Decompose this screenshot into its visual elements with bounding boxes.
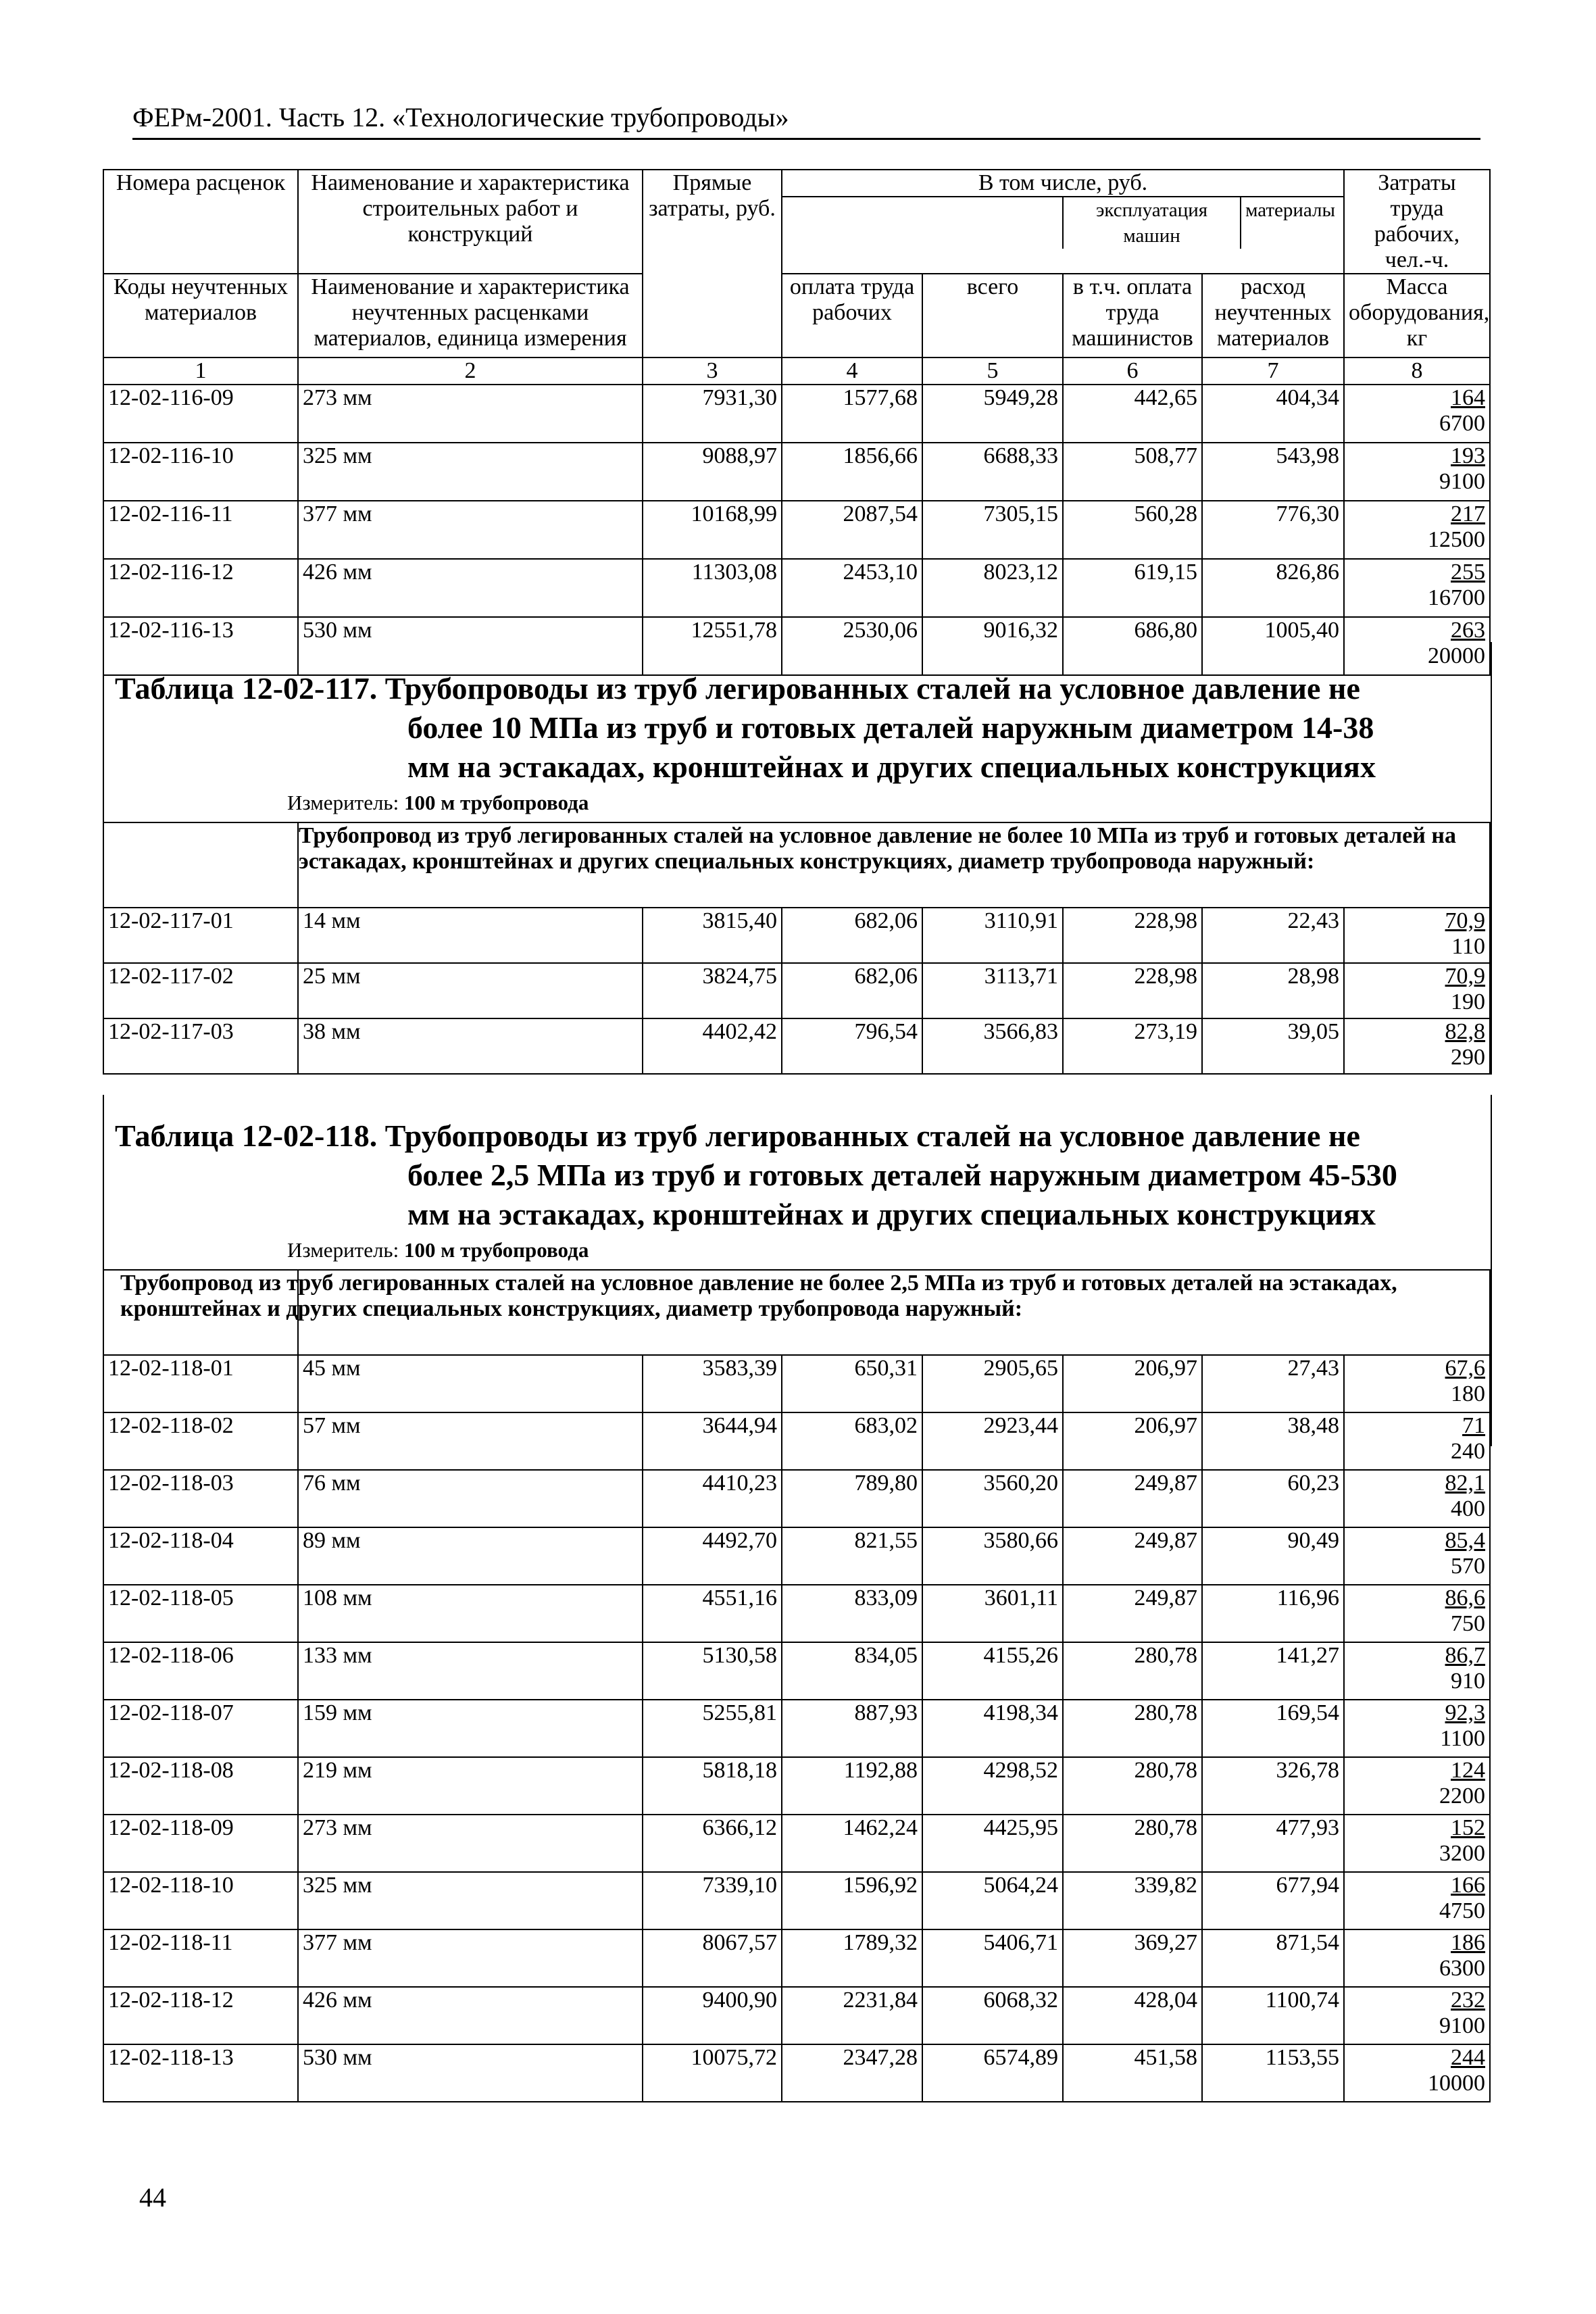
mass-value: 6700 (1439, 411, 1486, 436)
rate-code-cell: 12-02-117-02 (103, 963, 298, 1018)
work-name-cell: 89 мм (298, 1527, 643, 1585)
rate-code-cell: 12-02-118-10 (103, 1872, 298, 1929)
wages-cell: 2347,28 (782, 2044, 922, 2102)
rate-code-cell: 12-02-116-12 (103, 559, 298, 617)
machines-cell: 8023,12 (922, 559, 1063, 617)
machinist-wages-cell: 508,77 (1063, 443, 1202, 501)
table-row (103, 1987, 1490, 2044)
materials-cell: 169,54 (1202, 1700, 1344, 1757)
rate-code-cell: 12-02-118-02 (103, 1412, 298, 1470)
table-row (103, 1815, 1490, 1872)
machines-cell: 2923,44 (922, 1412, 1063, 1470)
mass-value: 10000 (1428, 2071, 1486, 2096)
table-row (103, 443, 1490, 501)
mass-value: 20000 (1428, 643, 1486, 668)
col-machinist-wages-header: в т.ч. оплата труда машинистов (1063, 274, 1202, 358)
materials-cell: 543,98 (1202, 443, 1344, 501)
direct-costs-cell: 9088,97 (643, 443, 782, 501)
direct-costs-cell: 7931,30 (643, 385, 782, 443)
labor-mass-cell (1344, 1585, 1490, 1642)
table-row (103, 1355, 1490, 1412)
table-row (103, 385, 1490, 443)
table-row (103, 1412, 1490, 1470)
machines-cell: 3580,66 (922, 1527, 1063, 1585)
direct-costs-cell: 3815,40 (643, 908, 782, 963)
labor-mass-cell (1344, 1470, 1490, 1527)
col-number: 6 (1063, 358, 1202, 385)
labor-mass-cell (1344, 1929, 1490, 1987)
mass-value: 9100 (1439, 2013, 1486, 2038)
work-name-cell: 377 мм (298, 501, 643, 559)
machines-cell: 3560,20 (922, 1470, 1063, 1527)
machines-cell: 6574,89 (922, 2044, 1063, 2102)
unit-label: Измеритель: (287, 791, 399, 814)
materials-cell: 826,86 (1202, 559, 1344, 617)
mass-value: 110 (1451, 934, 1486, 959)
table-row (103, 1470, 1490, 1527)
labor-value: 70,9 (1445, 908, 1486, 933)
labor-mass-cell (1344, 1872, 1490, 1929)
labor-value: 166 (1451, 1873, 1486, 1898)
unit-value: 100 м трубопровода (403, 1238, 589, 1262)
machinist-wages-cell: 369,27 (1063, 1929, 1202, 1987)
table-117-title-line3: мм на эстакадах, кронштейнах и других специальных конструкциях (407, 749, 1376, 784)
rate-code-cell: 12-02-118-05 (103, 1585, 298, 1642)
labor-value: 164 (1451, 385, 1486, 410)
work-name-cell: 377 мм (298, 1929, 643, 1987)
labor-mass-cell (1344, 1412, 1490, 1470)
col-number: 2 (298, 358, 643, 385)
mass-value: 910 (1451, 1669, 1486, 1694)
work-name-cell: 530 мм (298, 617, 643, 675)
rate-code-cell: 12-02-118-12 (103, 1987, 298, 2044)
labor-mass-cell (1344, 963, 1490, 1018)
table-row (103, 1642, 1490, 1700)
mass-value: 4750 (1439, 1898, 1486, 1923)
labor-value: 67,6 (1445, 1356, 1486, 1381)
labor-value: 244 (1451, 2045, 1486, 2070)
materials-cell: 27,43 (1202, 1355, 1344, 1412)
wages-cell: 1596,92 (782, 1872, 922, 1929)
materials-cell: 141,27 (1202, 1642, 1344, 1700)
table-117-unit (287, 791, 589, 815)
col-number: 7 (1202, 358, 1344, 385)
labor-mass-cell (1344, 501, 1490, 559)
labor-value: 86,7 (1445, 1643, 1486, 1668)
materials-cell: 776,30 (1202, 501, 1344, 559)
direct-costs-cell: 6366,12 (643, 1815, 782, 1872)
machines-cell: 3566,83 (922, 1018, 1063, 1074)
table-row (103, 1700, 1490, 1757)
col-work-name-header: Наименование и характеристика строительных работ и конструкций (298, 170, 643, 274)
table-118-group-heading (120, 1270, 1490, 1355)
table-row (103, 908, 1490, 963)
rates-table-116 (103, 169, 1491, 676)
materials-cell: 38,48 (1202, 1412, 1344, 1470)
direct-costs-cell: 3644,94 (643, 1412, 782, 1470)
direct-costs-cell: 3583,39 (643, 1355, 782, 1412)
wages-cell: 650,31 (782, 1355, 922, 1412)
work-name-cell: 45 мм (298, 1355, 643, 1412)
machines-cell: 5064,24 (922, 1872, 1063, 1929)
labor-value: 186 (1451, 1930, 1486, 1955)
table-118-unit (287, 1238, 589, 1262)
work-name-cell: 108 мм (298, 1585, 643, 1642)
machines-header: эксплуатация машин (1063, 197, 1241, 249)
machinist-wages-cell: 280,78 (1063, 1757, 1202, 1815)
table-row (103, 501, 1490, 559)
rates-table-118 (103, 1269, 1491, 2102)
work-name-cell: 530 мм (298, 2044, 643, 2102)
machinist-wages-cell: 280,78 (1063, 1642, 1202, 1700)
labor-mass-cell (1344, 1700, 1490, 1757)
work-name-cell: 159 мм (298, 1700, 643, 1757)
labor-value: 85,4 (1445, 1528, 1486, 1553)
labor-mass-cell (1344, 1355, 1490, 1412)
materials-cell: 1153,55 (1202, 2044, 1344, 2102)
work-name-cell: 219 мм (298, 1757, 643, 1815)
materials-cell: 326,78 (1202, 1757, 1344, 1815)
wages-cell: 682,06 (782, 963, 922, 1018)
col-labor-header: Затраты труда рабочих, чел.-ч. (1344, 170, 1490, 274)
machines-cell: 3113,71 (922, 963, 1063, 1018)
including-sub (787, 197, 1339, 249)
col-number: 4 (782, 358, 922, 385)
materials-cell: 1005,40 (1202, 617, 1344, 675)
group-heading-text: Трубопровод из труб легированных сталей на условное давление не более 10 МПа из труб и готовых деталей на эстакадах, кронштейнах и других специальных конструкциях, диаметр трубопровода наружный: (299, 823, 1456, 874)
work-name-cell: 273 мм (298, 1815, 643, 1872)
labor-value: 71 (1462, 1413, 1486, 1438)
col-number: 5 (922, 358, 1063, 385)
col-wages-header: оплата труда рабочих (782, 274, 922, 358)
direct-costs-cell: 5255,81 (643, 1700, 782, 1757)
labor-value: 82,1 (1445, 1471, 1486, 1496)
page-number: 44 (139, 2182, 166, 2213)
rate-code-cell: 12-02-118-09 (103, 1815, 298, 1872)
table-row (103, 1018, 1490, 1074)
col-number: 3 (643, 358, 782, 385)
labor-mass-cell (1344, 385, 1490, 443)
table-row (103, 1585, 1490, 1642)
labor-value: 217 (1451, 501, 1486, 526)
wages-cell: 2087,54 (782, 501, 922, 559)
machinist-wages-cell: 442,65 (1063, 385, 1202, 443)
wages-cell: 887,93 (782, 1700, 922, 1757)
wages-cell: 2453,10 (782, 559, 922, 617)
machinist-wages-cell: 206,97 (1063, 1355, 1202, 1412)
machinist-wages-cell: 428,04 (1063, 1987, 1202, 2044)
machines-cell: 4198,34 (922, 1700, 1063, 1757)
materials-header: материалы (1245, 199, 1336, 221)
unit-value: 100 м трубопровода (403, 791, 589, 814)
work-name-cell: 426 мм (298, 559, 643, 617)
col-materials-use-header: расход неучтенных материалов (1202, 274, 1344, 358)
unit-label: Измеритель: (287, 1238, 399, 1262)
work-name-cell: 273 мм (298, 385, 643, 443)
mass-value: 570 (1451, 1554, 1486, 1579)
machinist-wages-cell: 280,78 (1063, 1700, 1202, 1757)
direct-costs-cell: 4492,70 (643, 1527, 782, 1585)
machinist-wages-cell: 339,82 (1063, 1872, 1202, 1929)
direct-costs-cell: 5818,18 (643, 1757, 782, 1815)
table-118-title-line1: Таблица 12-02-118. Трубопроводы из труб легированных сталей на условное давление не (115, 1118, 1360, 1153)
wages-cell: 834,05 (782, 1642, 922, 1700)
materials-cell: 477,93 (1202, 1815, 1344, 1872)
including-label: В том числе, руб. (782, 170, 1343, 197)
mass-value: 9100 (1439, 469, 1486, 494)
mass-value: 750 (1451, 1611, 1486, 1636)
labor-mass-cell (1344, 1987, 1490, 2044)
work-name-cell: 57 мм (298, 1412, 643, 1470)
table-row (103, 559, 1490, 617)
rate-code-cell: 12-02-118-08 (103, 1757, 298, 1815)
work-name-cell: 14 мм (298, 908, 643, 963)
mass-value: 290 (1451, 1045, 1486, 1070)
table-118-title-line2: более 2,5 МПа из труб и готовых деталей наружным диаметром 45-530 (407, 1158, 1397, 1192)
col-material-codes-header: Коды неучтенных материалов (103, 274, 298, 358)
machinist-wages-cell: 280,78 (1063, 1815, 1202, 1872)
materials-cell: 116,96 (1202, 1585, 1344, 1642)
wages-cell: 682,06 (782, 908, 922, 963)
col-number: 1 (103, 358, 298, 385)
direct-costs-cell: 4410,23 (643, 1470, 782, 1527)
mass-value: 240 (1451, 1439, 1486, 1464)
rate-code-cell: 12-02-118-07 (103, 1700, 298, 1757)
table-117-title-line1: Таблица 12-02-117. Трубопроводы из труб легированных сталей на условное давление не (115, 671, 1360, 706)
mass-value: 12500 (1428, 527, 1486, 552)
rate-code-cell: 12-02-116-09 (103, 385, 298, 443)
machines-cell: 2905,65 (922, 1355, 1063, 1412)
machinist-wages-cell: 249,87 (1063, 1470, 1202, 1527)
rate-code-cell: 12-02-118-04 (103, 1527, 298, 1585)
col-material-name-header: Наименование и характеристика неучтенных расценками материалов, единица измерения (298, 274, 643, 358)
rate-code-cell: 12-02-116-13 (103, 617, 298, 675)
materials-cell: 1100,74 (1202, 1987, 1344, 2044)
wages-cell: 833,09 (782, 1585, 922, 1642)
materials-cell: 677,94 (1202, 1872, 1344, 1929)
labor-mass-cell (1344, 559, 1490, 617)
direct-costs-cell: 3824,75 (643, 963, 782, 1018)
mass-value: 6300 (1439, 1956, 1486, 1981)
materials-cell: 60,23 (1202, 1470, 1344, 1527)
wages-cell: 2530,06 (782, 617, 922, 675)
table-118-title-line3: мм на эстакадах, кронштейнах и других специальных конструкциях (407, 1197, 1376, 1231)
machines-cell: 3110,91 (922, 908, 1063, 963)
machines-cell: 7305,15 (922, 501, 1063, 559)
machinist-wages-cell: 206,97 (1063, 1412, 1202, 1470)
mass-value: 180 (1451, 1381, 1486, 1406)
machines-cell: 4155,26 (922, 1642, 1063, 1700)
wages-cell: 821,55 (782, 1527, 922, 1585)
work-name-cell: 25 мм (298, 963, 643, 1018)
labor-mass-cell (1344, 1018, 1490, 1074)
labor-value: 232 (1451, 1988, 1486, 2013)
mass-value: 1100 (1440, 1726, 1486, 1751)
labor-mass-cell (1344, 1527, 1490, 1585)
labor-value: 82,8 (1445, 1019, 1486, 1044)
col-including-header (782, 170, 1344, 274)
table-row (103, 1527, 1490, 1585)
machines-cell: 5949,28 (922, 385, 1063, 443)
labor-value: 124 (1451, 1758, 1486, 1783)
col-direct-costs-header: Прямые затраты, руб. (643, 170, 782, 358)
labor-mass-cell (1344, 1815, 1490, 1872)
work-name-cell: 38 мм (298, 1018, 643, 1074)
machinist-wages-cell: 249,87 (1063, 1585, 1202, 1642)
table-117-title-line2: более 10 МПа из труб и готовых деталей наружным диаметром 14-38 (407, 710, 1374, 745)
machines-cell: 3601,11 (922, 1585, 1063, 1642)
rate-code-cell: 12-02-118-11 (103, 1929, 298, 1987)
machines-cell: 4425,95 (922, 1815, 1063, 1872)
machinist-wages-cell: 228,98 (1063, 908, 1202, 963)
work-name-cell: 325 мм (298, 443, 643, 501)
direct-costs-cell: 10075,72 (643, 2044, 782, 2102)
table-row (103, 2044, 1490, 2102)
machines-cell: 4298,52 (922, 1757, 1063, 1815)
table-row (103, 1757, 1490, 1815)
machinist-wages-cell: 451,58 (1063, 2044, 1202, 2102)
table-row (103, 1872, 1490, 1929)
table-117-group-heading (298, 822, 1490, 908)
wages-cell: 1789,32 (782, 1929, 922, 1987)
rate-code-cell: 12-02-116-10 (103, 443, 298, 501)
wages-cell: 1192,88 (782, 1757, 922, 1815)
labor-value: 263 (1451, 618, 1486, 643)
labor-mass-cell (1344, 1642, 1490, 1700)
table-row (103, 963, 1490, 1018)
page-header: ФЕРм-2001. Часть 12. «Технологические трубопроводы» (132, 101, 1480, 140)
rate-code-cell: 12-02-118-03 (103, 1470, 298, 1527)
wages-cell: 1462,24 (782, 1815, 922, 1872)
direct-costs-cell: 11303,08 (643, 559, 782, 617)
machinist-wages-cell: 273,19 (1063, 1018, 1202, 1074)
labor-mass-cell (1344, 1757, 1490, 1815)
labor-mass-cell (1344, 2044, 1490, 2102)
rates-table-117 (103, 822, 1491, 1075)
machinist-wages-cell: 619,15 (1063, 559, 1202, 617)
work-name-cell: 133 мм (298, 1642, 643, 1700)
materials-cell: 90,49 (1202, 1527, 1344, 1585)
wages-cell: 796,54 (782, 1018, 922, 1074)
work-name-cell: 426 мм (298, 1987, 643, 2044)
rate-code-cell: 12-02-118-13 (103, 2044, 298, 2102)
labor-mass-cell (1344, 908, 1490, 963)
mass-value: 3200 (1439, 1841, 1486, 1866)
col-machines-total-header: всего (922, 274, 1063, 358)
mass-value: 16700 (1428, 585, 1486, 610)
direct-costs-cell: 8067,57 (643, 1929, 782, 1987)
rate-code-cell: 12-02-117-03 (103, 1018, 298, 1074)
machinist-wages-cell: 249,87 (1063, 1527, 1202, 1585)
direct-costs-cell: 12551,78 (643, 617, 782, 675)
machines-cell: 6688,33 (922, 443, 1063, 501)
wages-cell: 789,80 (782, 1470, 922, 1527)
materials-cell: 22,43 (1202, 908, 1344, 963)
machinist-wages-cell: 686,80 (1063, 617, 1202, 675)
wages-cell: 1577,68 (782, 385, 922, 443)
wages-cell: 683,02 (782, 1412, 922, 1470)
materials-cell: 28,98 (1202, 963, 1344, 1018)
group-heading-text: Трубопровод из труб легированных сталей на условное давление не более 2,5 МПа из труб и готовых деталей на эстакадах, кронштейнах и других специальных конструкциях, диаметр трубопровода наружный: (120, 1271, 1397, 1321)
mass-value: 400 (1451, 1496, 1486, 1521)
col-mass-header: Масса оборудования, кг (1344, 274, 1490, 358)
labor-value: 70,9 (1445, 964, 1486, 989)
direct-costs-cell: 10168,99 (643, 501, 782, 559)
col-number: 8 (1344, 358, 1490, 385)
labor-value: 86,6 (1445, 1585, 1486, 1610)
labor-value: 152 (1451, 1815, 1486, 1840)
col-rate-number-header: Номера расценок (103, 170, 298, 274)
rate-code-cell: 12-02-118-01 (103, 1355, 298, 1412)
labor-mass-cell (1344, 443, 1490, 501)
labor-value: 255 (1451, 560, 1486, 585)
labor-value: 92,3 (1445, 1700, 1486, 1725)
machinist-wages-cell: 560,28 (1063, 501, 1202, 559)
direct-costs-cell: 5130,58 (643, 1642, 782, 1700)
rate-code-cell: 12-02-117-01 (103, 908, 298, 963)
mass-value: 2200 (1439, 1783, 1486, 1808)
machines-cell: 9016,32 (922, 617, 1063, 675)
materials-cell: 39,05 (1202, 1018, 1344, 1074)
mass-value: 190 (1451, 989, 1486, 1014)
machinist-wages-cell: 228,98 (1063, 963, 1202, 1018)
direct-costs-cell: 9400,90 (643, 1987, 782, 2044)
direct-costs-cell: 4402,42 (643, 1018, 782, 1074)
machines-cell: 5406,71 (922, 1929, 1063, 1987)
work-name-cell: 76 мм (298, 1470, 643, 1527)
rate-code-cell: 12-02-116-11 (103, 501, 298, 559)
wages-cell: 1856,66 (782, 443, 922, 501)
rate-code-cell: 12-02-118-06 (103, 1642, 298, 1700)
labor-value: 193 (1451, 443, 1486, 468)
materials-cell: 404,34 (1202, 385, 1344, 443)
table-row (103, 1929, 1490, 1987)
machines-cell: 6068,32 (922, 1987, 1063, 2044)
wages-cell: 2231,84 (782, 1987, 922, 2044)
materials-cell: 871,54 (1202, 1929, 1344, 1987)
direct-costs-cell: 4551,16 (643, 1585, 782, 1642)
direct-costs-cell: 7339,10 (643, 1872, 782, 1929)
work-name-cell: 325 мм (298, 1872, 643, 1929)
